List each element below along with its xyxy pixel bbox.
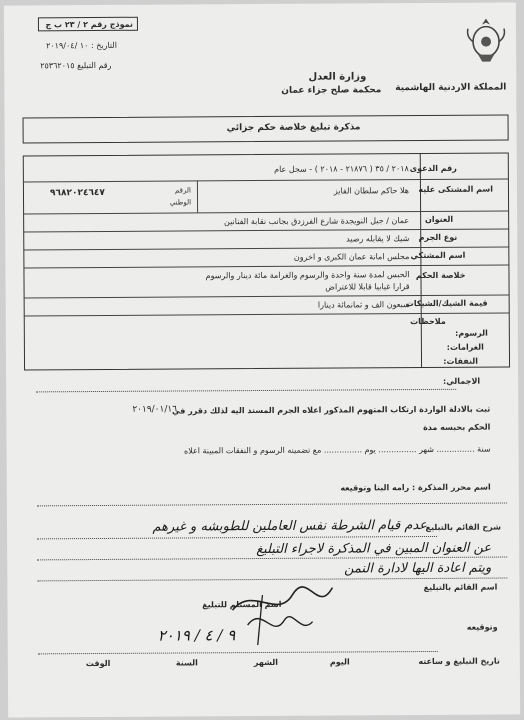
handwritten-line-3: ويتم اعادة اليها لادارة النمن [344,560,492,577]
handwritten-signature [222,580,342,655]
date-part-day: اليوم [329,657,350,667]
total-label: الاجمالي: [442,376,481,386]
fees-label: الرسوم: [455,328,488,338]
offense-type-label: نوع الجرم [418,232,458,243]
notice-number [40,61,111,70]
notice-number-value: ٢٥٣٦٢٠١٥ [40,61,75,71]
document-page [4,2,520,717]
date-part-year: السنة [175,658,198,668]
royal-emblem [464,14,508,64]
date-part-month: الشهر [253,657,279,668]
handwritten-line-2: عن العنوان المبين في المذكرة لاجراء التبليغ [256,540,492,558]
cheque-value-value: سبعون الف و ثمانمائة دينارا [317,300,410,310]
notice-number-label: رقم التبليغ [77,60,112,71]
expenses-label: النفقات: [443,356,479,366]
page-title: مذكرة تبليغ خلاصة حكم جزائي [226,122,361,134]
date-part-time: الوقت [85,658,111,669]
offense-type-value: شيك لا يقابله رصيد [346,234,410,244]
verdict-summary-value: الحبس لمدة سنة واحدة والرسوم والغرامة مائة دينار والرسوم [205,270,410,281]
notice-date: التاريخ : ١٠ /٢٠١٩/٠٤ [46,40,117,51]
defendant-label: اسم المشتكى عليه [418,184,493,195]
finding-text: ثبت بالادلة الواردة ارتكاب المتهوم المذكور اعلاه الجرم المسند اليه لذلك دقرر في [171,404,491,416]
court-name: محكمة صلح جزاء عمان [281,85,382,96]
sentence-period-line: سنة ............... شهر ............... يوم ............... مع تضمينه الرسوم و النفقات المبينة اعلاه [183,444,491,456]
national-id-label: الرقم الوطني [169,186,192,207]
complainant-label: اسم المشتكي [410,250,466,261]
editor-line: اسم محرر المذكرة : رامه البنا وتوقيعه [340,482,491,493]
defendant-value: هلا حاكم سلطان الفايز [333,186,409,196]
kingdom-name: المملكة الاردنية الهاشمية [395,82,507,94]
case-number-value: ٢٠١٨ / ٣٥ ( ٢١٨٧٦ - ٢٠١٨ ) - سجل عام [274,164,409,174]
verdict-summary-label: خلاصة الحكم [415,270,466,281]
handwritten-line-1: عدم قيام الشرطة نفس العاملين للطوبشه و غيرهم [152,517,428,535]
ministry-name: وزارة العدل [308,71,367,83]
process-server-label: اسم القائم بالتبليغ [423,582,498,593]
national-id-divider [197,180,198,212]
fines-label: الغرامات: [446,342,484,352]
server-explanation-label: شرح القائم بالتبليغ [425,522,502,533]
cheque-value-label: قيمة الشيك/الشيكات [405,298,488,309]
form-number-box: نموذج رقم ٢ / ٢٣ ب ج [38,17,138,32]
recipient-label: اسم المستلم للتبليغ [202,599,282,610]
national-id-value: ٩٦٨٢٠٢٤٦٤٧ [49,187,105,199]
sentence-text: الحكم بحبسه مدة [423,422,491,433]
notes-label: ملاحظات [410,316,446,327]
verdict-summary-line2: قرارا غيابيا قابلا للاعتراض [325,282,410,292]
notice-datetime-label: تاريخ التبليغ و ساعته [418,656,500,667]
case-number-label: رقم الدعوى [409,163,457,174]
address-label: العنوان [424,214,454,225]
finding-date: ٢٠١٩/٠١/١٦ [132,404,178,415]
address-value: عمان / جبل النويجدة شارع الفرزدق بجانب نقابة الفنانين [224,216,410,227]
complainant-value: مجلس امانة عمان الكبرى و اخرون [293,252,410,262]
handwritten-date: ٩ / ٤ / ٢٠١٩ [157,626,236,645]
signature-label: وتوقيعه [466,622,498,632]
